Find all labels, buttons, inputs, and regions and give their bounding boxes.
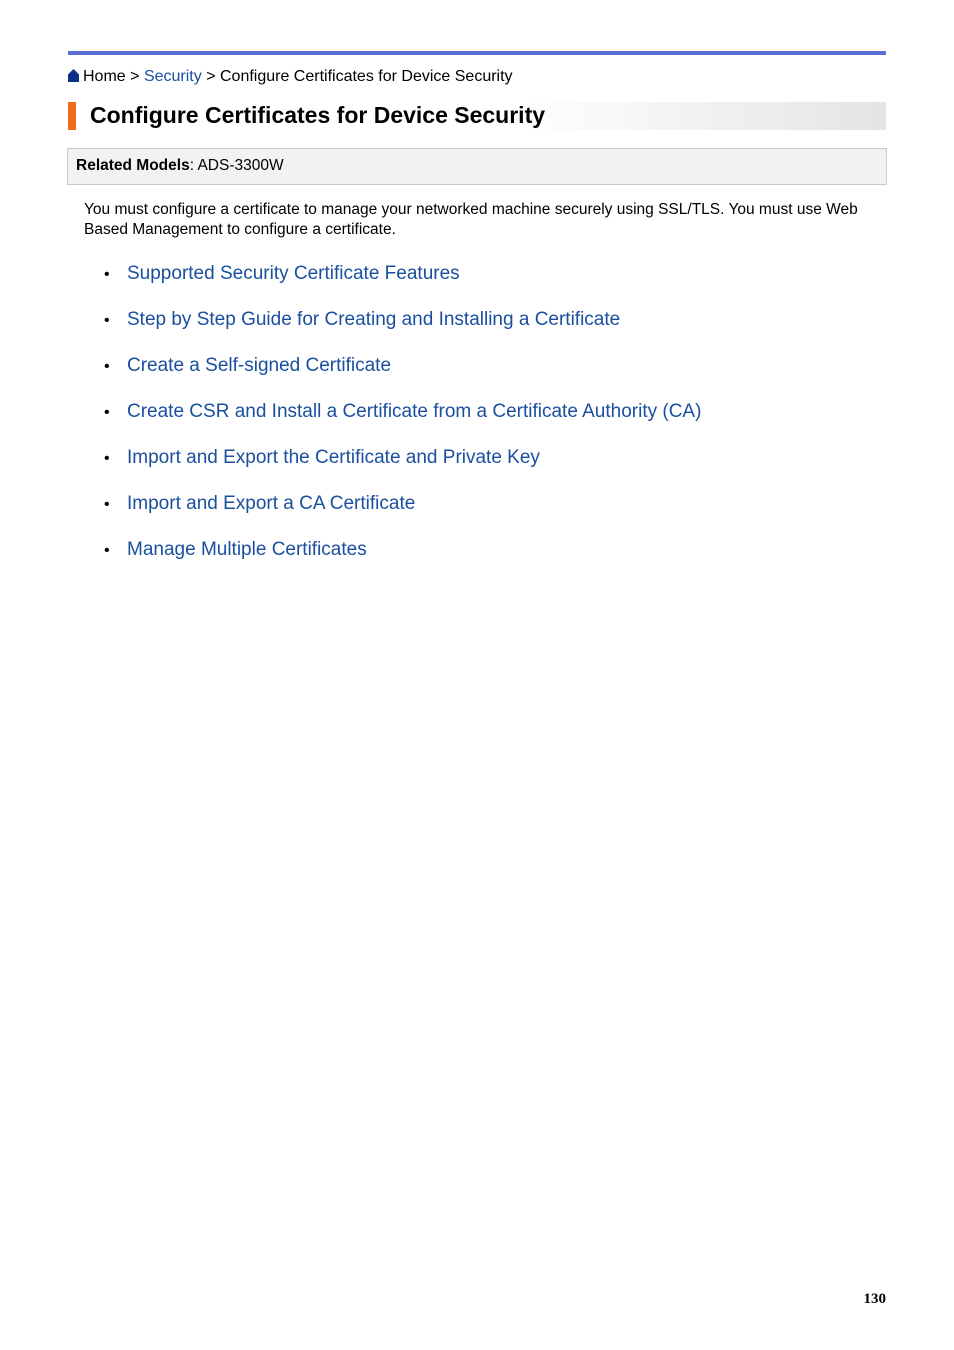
list-item — [104, 262, 701, 308]
related-models-value: : ADS-3300W — [189, 157, 284, 174]
breadcrumb-separator: > — [130, 68, 140, 85]
home-icon[interactable] — [68, 68, 79, 81]
list-item — [104, 400, 701, 446]
list-item — [104, 492, 701, 538]
bullet: • — [104, 404, 110, 421]
breadcrumb-home[interactable]: Home — [83, 68, 126, 85]
bullet: • — [104, 312, 110, 329]
intro-text: You must configure a certificate to manage your networked machine securely using SSL/TLS. You must use Web Based Management to configure a certificate. — [84, 201, 858, 238]
bullet: • — [104, 266, 110, 283]
breadcrumb-separator: > — [206, 68, 216, 85]
bullet: • — [104, 358, 110, 375]
title-accent-bar — [68, 102, 76, 130]
bullet: • — [104, 496, 110, 513]
list-item — [104, 538, 701, 584]
topic-link[interactable]: Create a Self-signed Certificate — [127, 355, 392, 376]
top-rule — [68, 51, 886, 55]
page-title: Configure Certificates for Device Security — [90, 102, 546, 128]
related-models-box — [67, 148, 887, 185]
breadcrumb — [68, 67, 513, 87]
topic-link[interactable]: Step by Step Guide for Creating and Installing a Certificate — [127, 309, 621, 330]
related-models-label: Related Models — [76, 157, 190, 174]
page-number: 130 — [863, 1291, 886, 1307]
topic-link[interactable]: Create CSR and Install a Certificate from a Certificate Authority (CA) — [127, 401, 702, 422]
breadcrumb-current: Configure Certificates for Device Security — [219, 68, 513, 85]
list-item — [104, 308, 701, 354]
topic-link[interactable]: Supported Security Certificate Features — [127, 263, 460, 284]
topic-link[interactable]: Import and Export the Certificate and Private Key — [127, 447, 540, 468]
topic-link[interactable]: Import and Export a CA Certificate — [127, 493, 416, 514]
breadcrumb-link-security[interactable]: Security — [143, 68, 202, 85]
list-item — [104, 354, 701, 400]
bullet: • — [104, 542, 110, 559]
topic-link[interactable]: Manage Multiple Certificates — [127, 539, 367, 560]
title-bar — [68, 102, 886, 130]
topic-list — [104, 262, 701, 584]
list-item — [104, 446, 701, 492]
bullet: • — [104, 450, 110, 467]
